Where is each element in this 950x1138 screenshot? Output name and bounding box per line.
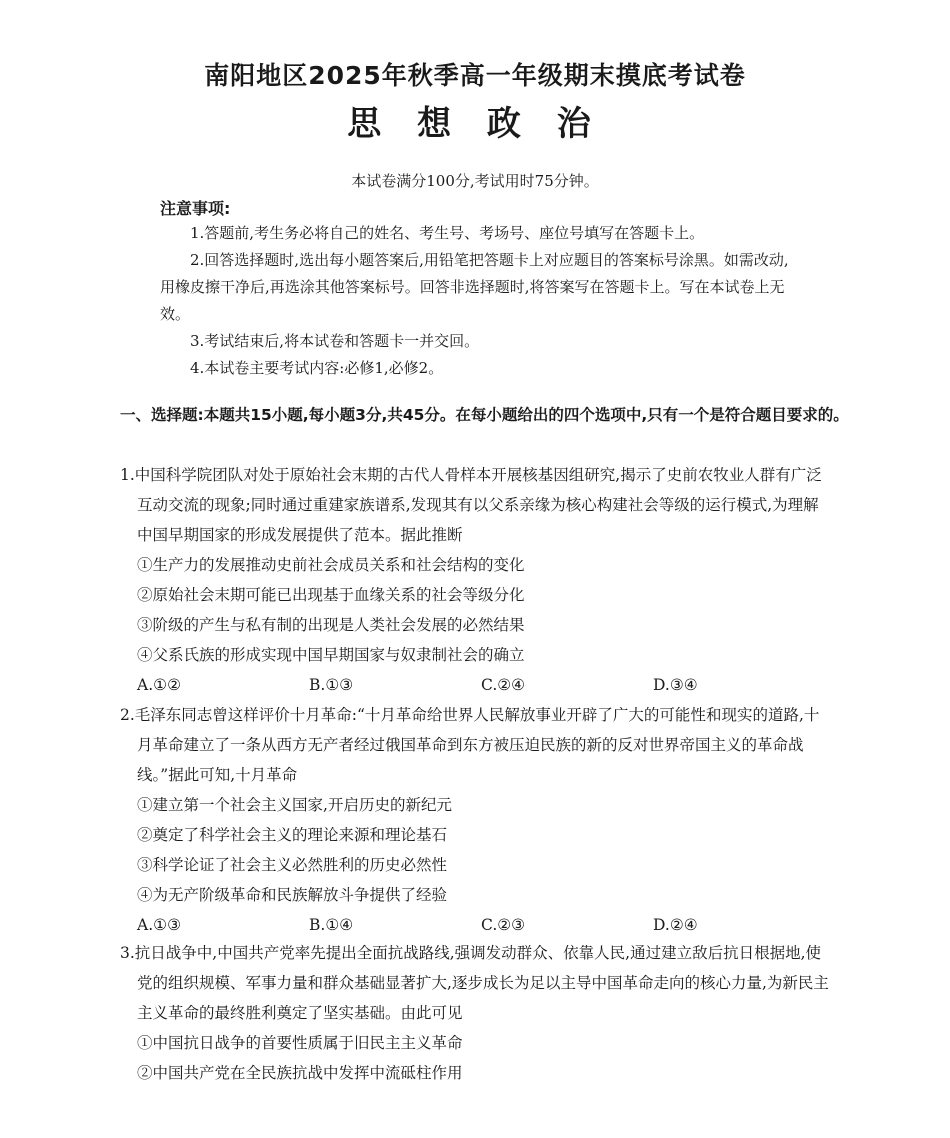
exam-info: 本试卷满分100分,考试用时75分钟。 [351, 172, 599, 190]
question-statement: ④为无产阶级革命和民族解放斗争提供了经验 [137, 886, 448, 904]
question-2 [120, 700, 832, 940]
notice-title: 注意事项: [160, 199, 231, 218]
question-statement: ③科学论证了社会主义必然胜利的历史必然性 [137, 856, 448, 874]
choice-c: C.②③ [481, 916, 526, 934]
question-statement: ④父系氏族的形成实现中国早期国家与奴隶制社会的确立 [137, 646, 525, 664]
choice-b: B.①④ [309, 916, 354, 934]
question-statement: ②中国共产党在全民族抗战中发挥中流砥柱作用 [137, 1064, 463, 1082]
question-statement: ③阶级的产生与私有制的出现是人类社会发展的必然结果 [137, 616, 525, 634]
answer-choices [120, 670, 832, 700]
subject-title: 思 想 政 治 [347, 104, 603, 144]
answer-choices [120, 910, 832, 940]
notice-item: 4.本试卷主要考试内容:必修1,必修2。 [190, 359, 444, 377]
question-statement: ②奠定了科学社会主义的理论来源和理论基石 [137, 826, 448, 844]
choice-c: C.②④ [481, 676, 526, 694]
question-statement: ①建立第一个社会主义国家,开启历史的新纪元 [137, 796, 452, 814]
notice-list [160, 220, 800, 382]
question-stem: 1.中国科学院团队对处于原始社会末期的古代人骨样本开展核基因组研究,揭示了史前农牧业人群有广泛互动交流的现象;同时通过重建家族谱系,发现其有以父系亲缘为核心构建社会等级的运行模式,为理解中国早期国家的形成发展提供了范本。据此推断 [120, 466, 822, 544]
question-statement: ①中国抗日战争的首要性质属于旧民主主义革命 [137, 1034, 463, 1052]
notice-item: 2.回答选择题时,选出每小题答案后,用铅笔把答题卡上对应题目的答案标号涂黑。如需改动,用橡皮擦干净后,再选涂其他答案标号。回答非选择题时,将答案写在答题卡上。写在本试卷上无效。 [160, 251, 789, 323]
choice-a: A.①② [137, 676, 181, 694]
question-stem: 2.毛泽东同志曾这样评价十月革命:“十月革命给世界人民解放事业开辟了广大的可能性和现实的道路,十月革命建立了一条从西方无产者经过俄国革命到东方被压迫民族的新的反对世界帝国主义的革命战线。”据此可知,十月革命 [120, 706, 820, 784]
exam-title: 南阳地区2025年秋季高一年级期末摸底考试卷 [204, 61, 746, 90]
question-stem: 3.抗日战争中,中国共产党率先提出全面抗战路线,强调发动群众、依靠人民,通过建立敌后抗日根据地,使党的组织规模、军事力量和群众基础显著扩大,逐步成长为足以主导中国革命走向的核心力量,为新民主主义革命的最终胜利奠定了坚实基础。由此可见 [120, 944, 829, 1022]
choice-d: D.②④ [653, 916, 698, 934]
choice-b: B.①③ [309, 676, 354, 694]
question-1 [120, 460, 832, 700]
question-3 [120, 938, 832, 1088]
choice-a: A.①③ [137, 916, 181, 934]
notice-item: 3.考试结束后,将本试卷和答题卡一并交回。 [190, 332, 480, 350]
notice-item: 1.答题前,考生务必将自己的姓名、考生号、考场号、座位号填写在答题卡上。 [190, 224, 705, 242]
choice-d: D.③④ [653, 676, 698, 694]
question-statement: ①生产力的发展推动史前社会成员关系和社会结构的变化 [137, 556, 525, 574]
question-statement: ②原始社会末期可能已出现基于血缘关系的社会等级分化 [137, 586, 525, 604]
section-heading: 一、选择题:本题共15小题,每小题3分,共45分。在每小题给出的四个选项中,只有一个是符合题目要求的。 [120, 406, 849, 424]
